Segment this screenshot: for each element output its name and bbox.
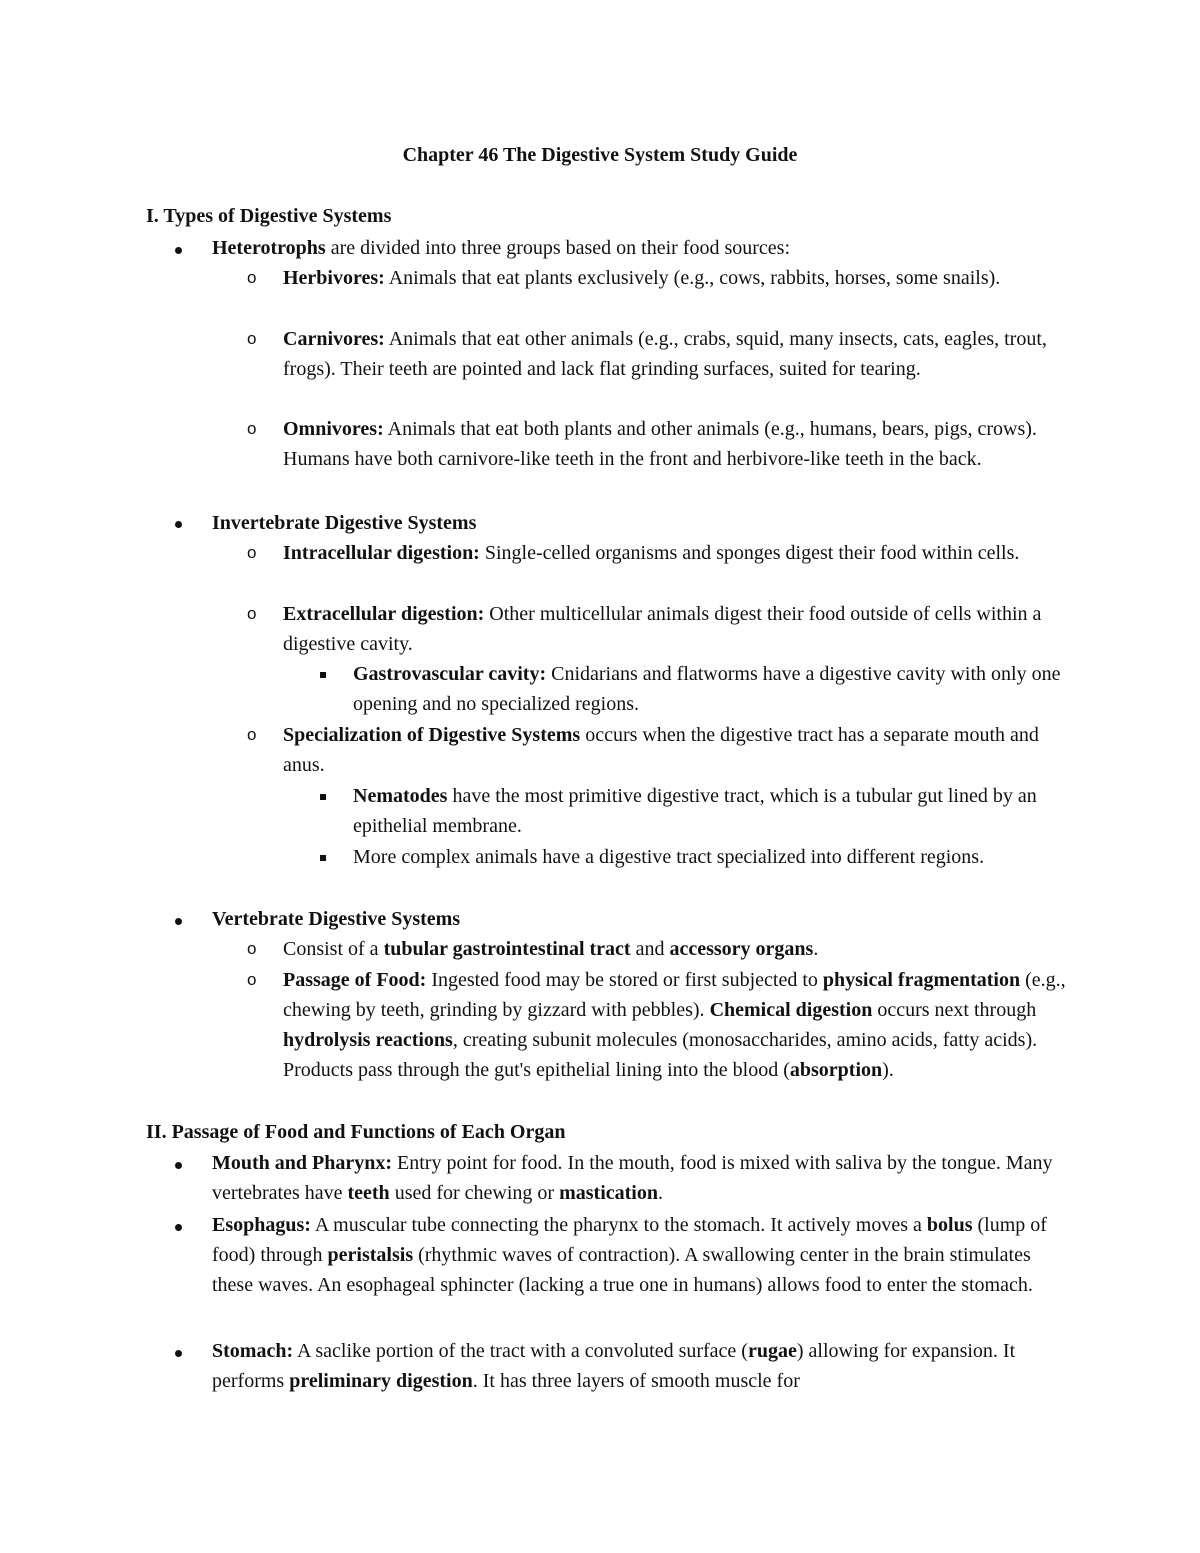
term: bolus: [926, 1214, 973, 1236]
item-text: .: [657, 1182, 663, 1204]
term: accessory organs: [669, 938, 814, 960]
item-text: , creating subunit molecules (monosaccharides, amino acids, fatty acids). Products pass through the gut's epithelial lining into the blood (: [283, 1029, 1038, 1081]
list-item-carnivores: [283, 324, 1068, 384]
term: Nematodes: [353, 785, 448, 807]
section-heading-1: I. Types of Digestive Systems: [146, 205, 392, 227]
term: Chemical digestion: [709, 999, 873, 1021]
bullet-icon: [175, 918, 182, 925]
term: Esophagus:: [212, 1214, 311, 1236]
term: Stomach:: [212, 1340, 294, 1362]
term: preliminary digestion: [289, 1370, 473, 1392]
term: teeth: [347, 1182, 390, 1204]
item-text: Animals that eat both plants and other animals (e.g., humans, bears, pigs, crows). Humans have both carnivore-like teeth in the front and herbivore-like teeth in the back.: [283, 418, 1037, 470]
list-item-vertebrate: [212, 904, 1072, 934]
item-text: A saclike portion of the tract with a convoluted surface (: [293, 1340, 748, 1362]
list-item-herbivores: [283, 263, 1068, 293]
term: Extracellular digestion:: [283, 603, 485, 625]
term: Specialization of Digestive Systems: [283, 724, 581, 746]
item-text: ).: [882, 1059, 894, 1081]
item-text: and: [630, 938, 670, 960]
bullet-icon: [175, 1224, 182, 1231]
term: mastication: [559, 1182, 658, 1204]
list-item-nematodes: [353, 781, 1068, 841]
item-text: occurs when the digestive tract has a separate mouth and anus.: [283, 724, 1039, 776]
item-text: Animals that eat other animals (e.g., crabs, squid, many insects, cats, eagles, trout, frogs). Their teeth are pointed and lack flat grinding surfaces, suited for tearing.: [283, 328, 1047, 380]
bullet-icon: [175, 1162, 182, 1169]
term: Invertebrate Digestive Systems: [212, 512, 477, 534]
term: Gastrovascular cavity:: [353, 663, 547, 685]
circle-bullet-icon: o: [247, 268, 257, 287]
item-text: A muscular tube connecting the pharynx to the stomach. It actively moves a: [310, 1214, 927, 1236]
term: tubular gastrointestinal tract: [383, 938, 631, 960]
bullet-icon: [175, 1350, 182, 1357]
list-item-complex: [353, 842, 1043, 872]
list-item-gastrovascular: [353, 659, 1068, 719]
term: absorption: [789, 1059, 883, 1081]
term: Herbivores:: [283, 267, 385, 289]
term: Carnivores:: [283, 328, 385, 350]
term: Mouth and Pharynx:: [212, 1152, 393, 1174]
bullet-icon: [175, 247, 182, 254]
list-item-passage: [283, 965, 1068, 1085]
item-text: Ingested food may be stored or first subjected to: [426, 969, 823, 991]
list-item-stomach: [212, 1336, 1072, 1396]
item-text: . It has three layers of smooth muscle for: [472, 1370, 800, 1392]
item-text: occurs next through: [872, 999, 1037, 1021]
list-item-mouth: [212, 1148, 1072, 1208]
item-text: Animals that eat plants exclusively (e.g., cows, rabbits, horses, some snails).: [384, 267, 1001, 289]
list-item-heterotrophs: [212, 233, 1072, 263]
page-title: Chapter 46 The Digestive System Study Guide: [402, 144, 798, 166]
term: physical fragmentation: [822, 969, 1021, 991]
term: Omnivores:: [283, 418, 384, 440]
item-text: (lump of food) through: [212, 1214, 1047, 1266]
bullet-icon: [175, 521, 182, 528]
list-item-invertebrate: [212, 508, 1072, 538]
item-text: ) allowing for expansion. It performs: [212, 1340, 1016, 1392]
item-text: used for chewing or: [389, 1182, 560, 1204]
term: rugae: [747, 1340, 797, 1362]
item-text: (e.g., chewing by teeth, grinding by gizzard with pebbles).: [283, 969, 1066, 1021]
item-text: .: [813, 938, 819, 960]
term: hydrolysis reactions: [283, 1029, 453, 1051]
term: Intracellular digestion:: [283, 542, 480, 564]
section-heading-2: II. Passage of Food and Functions of Each Organ: [146, 1121, 566, 1143]
term: Vertebrate Digestive Systems: [212, 908, 461, 930]
term: peristalsis: [327, 1244, 414, 1266]
circle-bullet-icon: o: [247, 725, 257, 744]
item-text: (rhythmic waves of contraction). A swallowing center in the brain stimulates these waves. An esophageal sphincter (lacking a true one in humans) allows food to enter the stomach.: [212, 1244, 1033, 1296]
list-item-consist: [283, 934, 1068, 964]
list-item-extracellular: [283, 599, 1068, 659]
square-bullet-icon: [320, 794, 326, 800]
item-text: More complex animals have a digestive tract specialized into different regions.: [353, 846, 985, 868]
term: Heterotrophs: [212, 237, 326, 259]
item-text: Entry point for food. In the mouth, food is mixed with saliva by the tongue. Many vertebrates have: [212, 1152, 1053, 1204]
item-text: Cnidarians and flatworms have a digestive cavity with only one opening and no specialized regions.: [353, 663, 1061, 715]
circle-bullet-icon: o: [247, 939, 257, 958]
list-item-esophagus: [212, 1210, 1072, 1300]
circle-bullet-icon: o: [247, 970, 257, 989]
list-item-omnivores: [283, 414, 1068, 474]
circle-bullet-icon: o: [247, 543, 257, 562]
item-text: are divided into three groups based on their food sources:: [325, 237, 791, 259]
circle-bullet-icon: o: [247, 604, 257, 623]
item-text: have the most primitive digestive tract, which is a tubular gut lined by an epithelial membrane.: [353, 785, 1037, 837]
list-item-intracellular: [283, 538, 1068, 568]
circle-bullet-icon: o: [247, 419, 257, 438]
list-item-specialization: [283, 720, 1068, 780]
square-bullet-icon: [320, 855, 326, 861]
item-text: Single-celled organisms and sponges digest their food within cells.: [479, 542, 1020, 564]
item-text: Other multicellular animals digest their food outside of cells within a digestive cavity.: [283, 603, 1042, 655]
term: Passage of Food:: [283, 969, 427, 991]
square-bullet-icon: [320, 672, 326, 678]
circle-bullet-icon: o: [247, 329, 257, 348]
item-text: Consist of a: [283, 938, 384, 960]
